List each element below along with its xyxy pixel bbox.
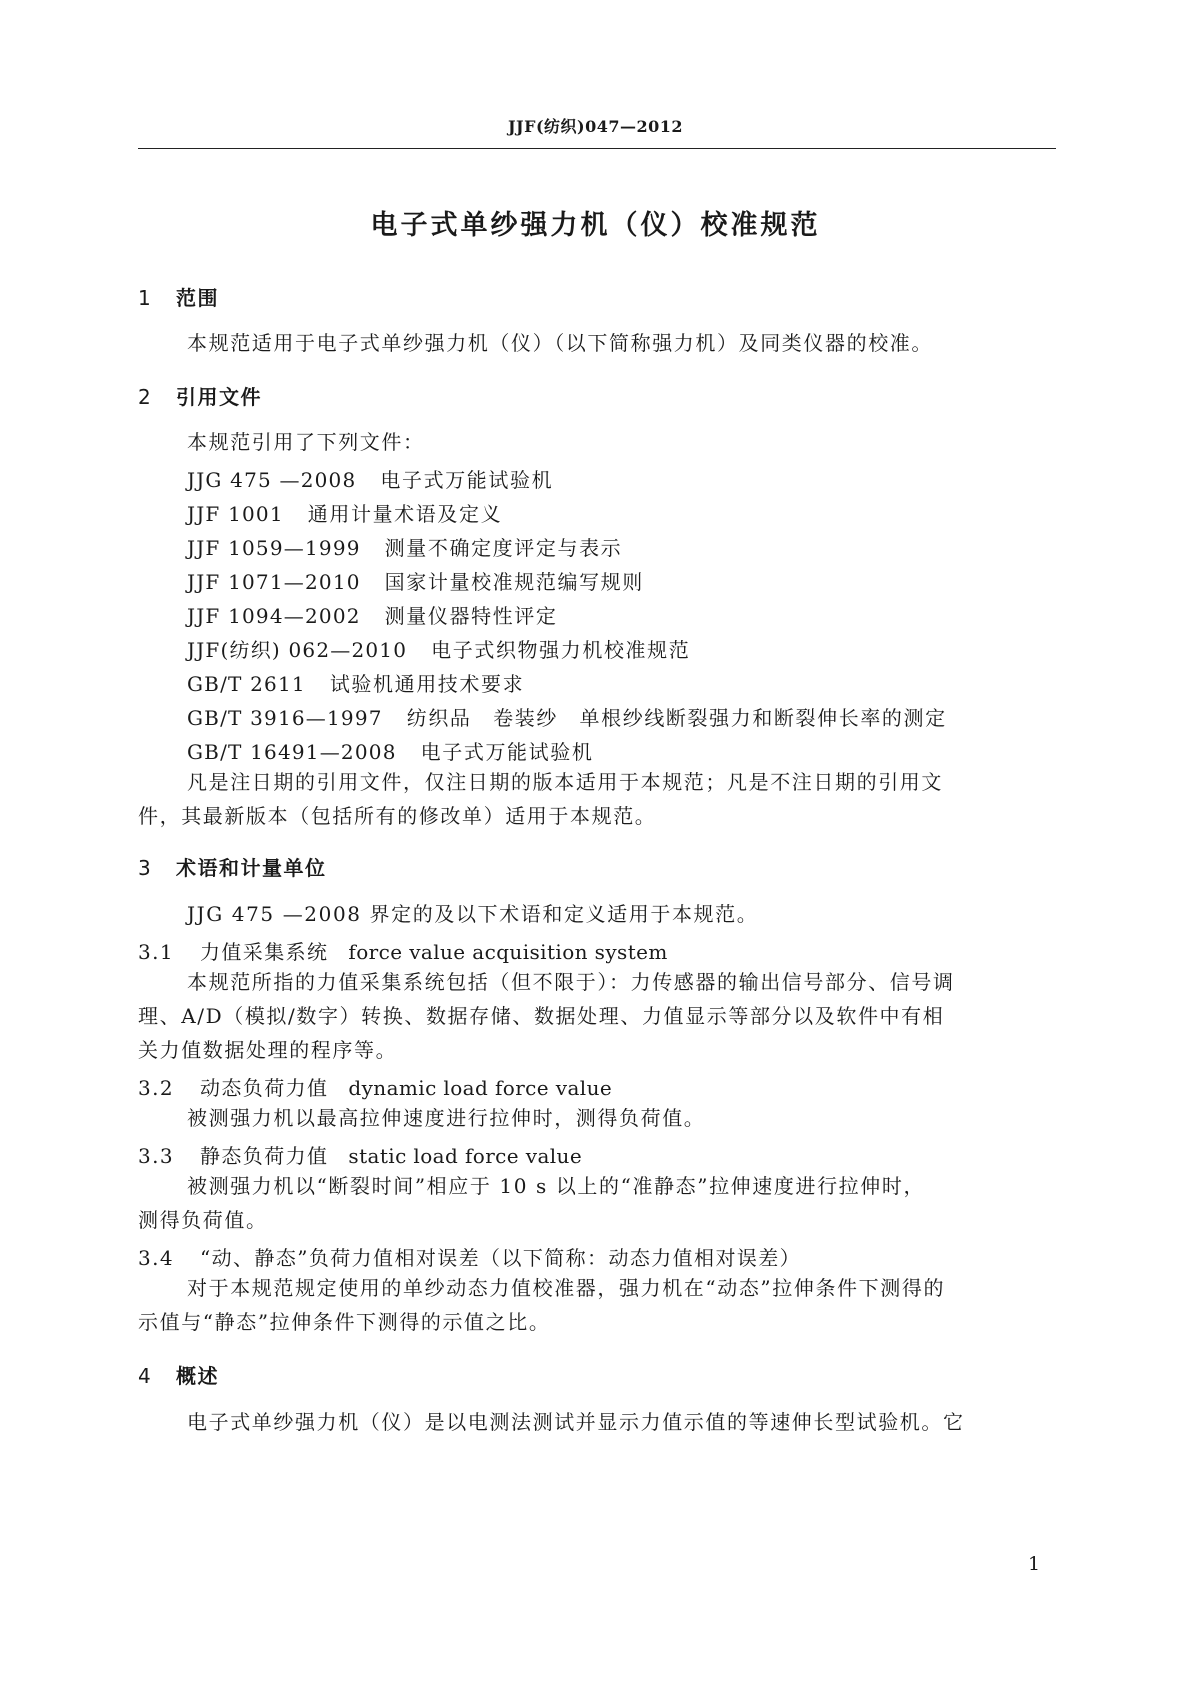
term-en: force value acquisition system (348, 940, 668, 964)
term-heading (138, 1140, 582, 1169)
term-zh: 力值采集系统 (200, 940, 329, 964)
reference-name: 电子式万能试验机 (380, 468, 554, 492)
term-number: 3.1 (138, 940, 175, 964)
term-en: dynamic load force value (348, 1076, 613, 1100)
section-1-heading (138, 282, 219, 311)
reference-item (187, 702, 947, 731)
section-title: 范围 (176, 286, 219, 310)
paragraph: JJG 475 —2008 界定的及以下术语和定义适用于本规范。 (187, 902, 759, 926)
reference-code: JJF 1094—2002 (187, 604, 361, 628)
reference-name: 国家计量校准规范编写规则 (384, 570, 644, 594)
paragraph: 本规范适用于电子式单纱强力机（仪）（以下简称强力机）及同类仪器的校准。 (187, 331, 933, 355)
reference-name: 纺织品 卷装纱 单根纱线断裂强力和断裂伸长率的测定 (406, 706, 947, 730)
term-heading (138, 1072, 612, 1101)
paragraph-continuation: 件，其最新版本（包括所有的修改单）适用于本规范。 (138, 804, 657, 828)
reference-code: JJF(纺织) 062—2010 (187, 638, 408, 662)
header-rule (138, 148, 1056, 149)
paragraph-continuation: 理、A/D（模拟/数字）转换、数据存储、数据处理、力值显示等部分以及软件中有相 (138, 1004, 945, 1028)
term-zh: 静态负荷力值 (200, 1144, 329, 1168)
section-2-heading (138, 381, 262, 410)
section-number: 1 (138, 286, 153, 310)
reference-name: 电子式织物强力机校准规范 (431, 638, 691, 662)
section-number: 4 (138, 1364, 153, 1388)
term-number: 3.3 (138, 1144, 175, 1168)
paragraph: 对于本规范规定使用的单纱动态力值校准器，强力机在“动态”拉伸条件下测得的 (187, 1276, 946, 1300)
section-4-heading (138, 1360, 219, 1389)
section-title: 引用文件 (176, 385, 262, 409)
reference-item (187, 464, 553, 493)
section-number: 3 (138, 856, 153, 880)
page-number: 1 (1028, 1553, 1041, 1575)
paragraph-continuation: 测得负荷值。 (138, 1208, 268, 1232)
term-heading (138, 1242, 801, 1271)
section-number: 2 (138, 385, 153, 409)
reference-item (187, 600, 557, 629)
term-zh: “动、静态”负荷力值相对误差（以下简称：动态力值相对误差） (200, 1246, 802, 1270)
paragraph: 被测强力机以“断裂时间”相应于 10 s 以上的“准静态”拉伸速度进行拉伸时， (187, 1174, 926, 1198)
reference-name: 试验机通用技术要求 (329, 672, 525, 696)
section-3-heading (138, 852, 327, 881)
section-title: 术语和计量单位 (176, 856, 327, 880)
reference-item (187, 532, 622, 561)
paragraph: 本规范引用了下列文件： (187, 430, 425, 454)
paragraph: 凡是注日期的引用文件，仅注日期的版本适用于本规范；凡是不注日期的引用文 (187, 770, 943, 794)
paragraph: 被测强力机以最高拉伸速度进行拉伸时，测得负荷值。 (187, 1106, 706, 1130)
reference-name: 测量仪器特性评定 (384, 604, 558, 628)
paragraph-continuation: 示值与“静态”拉伸条件下测得的示值之比。 (138, 1310, 551, 1334)
running-header: JJF(纺织)047—2012 (507, 117, 684, 136)
reference-code: JJF 1059—1999 (187, 536, 361, 560)
term-number: 3.4 (138, 1246, 175, 1270)
reference-code: JJG 475 —2008 (187, 468, 357, 492)
reference-name: 电子式万能试验机 (420, 740, 594, 764)
reference-code: GB/T 3916—1997 (187, 706, 383, 730)
reference-item (187, 736, 593, 765)
reference-item (187, 668, 524, 697)
reference-code: JJF 1001 (187, 502, 284, 526)
reference-item (187, 498, 502, 527)
term-en: static load force value (348, 1144, 583, 1168)
reference-code: JJF 1071—2010 (187, 570, 361, 594)
reference-item (187, 634, 690, 663)
paragraph: 电子式单纱强力机（仪）是以电测法测试并显示力值示值的等速伸长型试验机。它 (187, 1410, 965, 1434)
reference-name: 通用计量术语及定义 (307, 502, 503, 526)
reference-item (187, 566, 644, 595)
term-heading (138, 936, 668, 965)
term-zh: 动态负荷力值 (200, 1076, 329, 1100)
reference-name: 测量不确定度评定与表示 (384, 536, 623, 560)
paragraph-continuation: 关力值数据处理的程序等。 (138, 1038, 398, 1062)
paragraph: 本规范所指的力值采集系统包括（但不限于）：力传感器的输出信号部分、信号调 (187, 970, 955, 994)
reference-code: GB/T 2611 (187, 672, 306, 696)
document-title: 电子式单纱强力机（仪）校准规范 (370, 210, 821, 241)
term-number: 3.2 (138, 1076, 175, 1100)
reference-code: GB/T 16491—2008 (187, 740, 397, 764)
section-title: 概述 (176, 1364, 219, 1388)
